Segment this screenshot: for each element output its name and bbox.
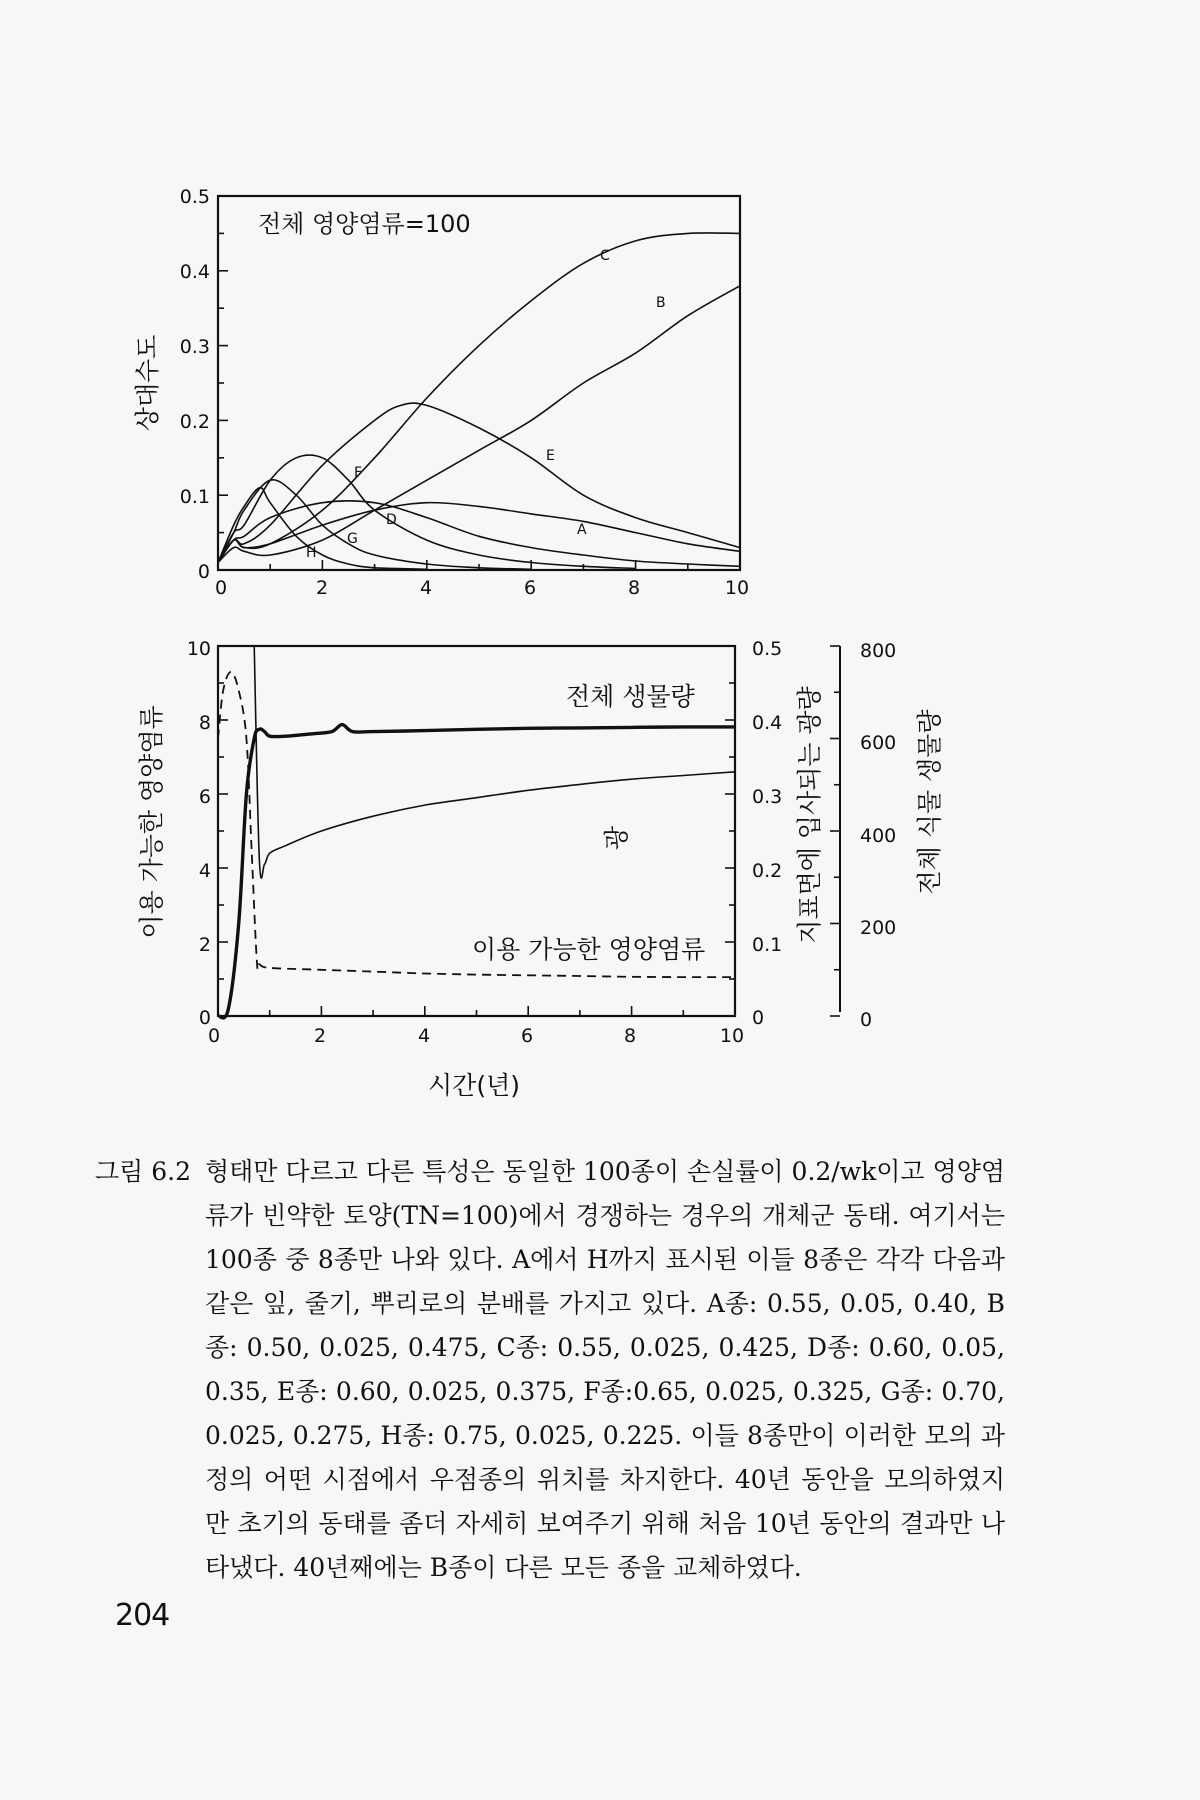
right-tick-label: 0 (752, 1007, 765, 1029)
right-tick-label: 800 (860, 640, 897, 662)
top-annotation: 전체 영양염류=100 (258, 210, 471, 238)
y-tick-label: 0.1 (179, 486, 210, 508)
series-label-c: C (600, 248, 610, 264)
y-tick-label: 0.5 (179, 186, 210, 208)
series-label-h: H (306, 545, 317, 561)
x-tick-label: 10 (724, 577, 750, 599)
y-tick-label: 0 (198, 1007, 211, 1029)
series-label-light: 광 (602, 825, 631, 851)
top-y-tick-labels (180, 186, 210, 583)
right-tick-label: 400 (860, 825, 897, 847)
biomass-axis-label: 전체 식물 생물량 (915, 709, 944, 895)
x-tick-label: 4 (417, 1025, 431, 1047)
y-tick-label: 2 (198, 934, 211, 956)
y-tick-label: 0.2 (179, 411, 210, 433)
top-chart-frame (218, 196, 740, 570)
top-y-axis-label: 상대수도 (133, 334, 162, 432)
caption-text: 형태만 다르고 다른 특성은 동일한 100종이 손실률이 0.2/wk이고 영양염류가 빈약한 토양(TN=100)에서 경쟁하는 경우의 개체군 동태. 여기서는 100종 중 8종만 나와 있다. A에서 H까지 표시된 이들 8종은 각각 다음과 같은 잎, 줄기, 뿌리로의 분배를 가지고 있다. A종: 0.55, 0.05, 0.40, B종: 0.50, 0.025, 0.475, C종: 0.55, 0.025, 0.425, D종: 0.60, 0.05, 0.35, E종: 0.60, 0.025, 0.375, F종:0.65, 0.025, 0.325, G종: 0.70, 0.025, 0.275, H종: 0.75, 0.025, 0.225. 이들 8종만이 이러한 모의 과정의 어떤 시점에서 우점종의 위치를 차지한다. 40년 동안을 모의하였지만 초기의 동태를 좀더 자세히 보여주기 위해 처음 10년 동안의 결과만 나타냈다. 40년째에는 B종이 다른 모든 종을 교체하였다. (205, 1157, 1005, 1582)
x-tick-label: 0 (207, 1025, 221, 1047)
right-tick-label: 0 (860, 1009, 873, 1031)
bottom-x-tick-labels (208, 1025, 744, 1047)
series-line-d (218, 501, 740, 566)
top-chart (133, 186, 749, 599)
y-tick-label: 0.3 (179, 336, 210, 358)
caption-label: 그림 6.2 (95, 1157, 192, 1186)
x-tick-label: 4 (419, 577, 433, 599)
bottom-x-axis-label: 시간(년) (428, 1071, 520, 1100)
x-tick-label: 8 (627, 577, 641, 599)
series-line-h (218, 488, 427, 570)
right-tick-label: 0.5 (752, 638, 783, 660)
light-axis-label: 지표면에 입사되는 광량 (795, 686, 824, 944)
top-x-tick-labels (215, 577, 749, 599)
series-label-biomass: 전체 생물량 (566, 682, 695, 711)
x-tick-label: 10 (719, 1025, 745, 1047)
y-tick-label: 0 (197, 561, 210, 583)
top-series (218, 233, 740, 569)
right-tick-label: 200 (860, 917, 897, 939)
right-tick-label: 0.1 (752, 934, 783, 956)
series-line-light (254, 646, 735, 878)
y-tick-label: 4 (198, 860, 211, 882)
series-line-nutrients (218, 672, 735, 977)
x-tick-label: 0 (214, 577, 228, 599)
series-label-g: G (347, 531, 358, 547)
series-line-b (218, 286, 740, 563)
top-chart-ticks (218, 196, 740, 570)
y-tick-label: 10 (186, 638, 211, 660)
series-label-e: E (546, 448, 555, 464)
light-axis-tick-labels (752, 638, 782, 1029)
y-tick-label: 6 (198, 786, 211, 808)
x-tick-label: 2 (315, 577, 329, 599)
x-tick-label: 8 (623, 1025, 637, 1047)
series-label-a: A (577, 522, 587, 538)
series-line-c (218, 233, 740, 563)
x-tick-label: 2 (313, 1025, 327, 1047)
bottom-chart (137, 638, 944, 1100)
bottom-y-tick-labels (187, 638, 211, 1029)
right-tick-label: 0.2 (752, 860, 783, 882)
series-label-nutrients: 이용 가능한 영양염류 (472, 935, 706, 964)
series-line-a (218, 503, 740, 563)
bottom-y-axis-label: 이용 가능한 영양염류 (137, 705, 166, 939)
right-tick-label: 600 (860, 732, 897, 754)
series-line-biomass (218, 725, 735, 1018)
series-label-b: B (656, 295, 666, 311)
series-label-f: F (354, 465, 363, 481)
bottom-series-labels (472, 682, 705, 964)
x-tick-label: 6 (523, 577, 537, 599)
right-tick-label: 0.4 (752, 712, 783, 734)
series-label-d: D (386, 512, 397, 528)
biomass-axis-tick-labels (860, 640, 896, 1031)
y-tick-label: 8 (198, 712, 211, 734)
x-tick-label: 6 (520, 1025, 534, 1047)
right-tick-label: 0.3 (752, 786, 783, 808)
page-number: 204 (115, 1598, 170, 1633)
series-line-f (218, 455, 636, 568)
y-tick-label: 0.4 (179, 261, 210, 283)
